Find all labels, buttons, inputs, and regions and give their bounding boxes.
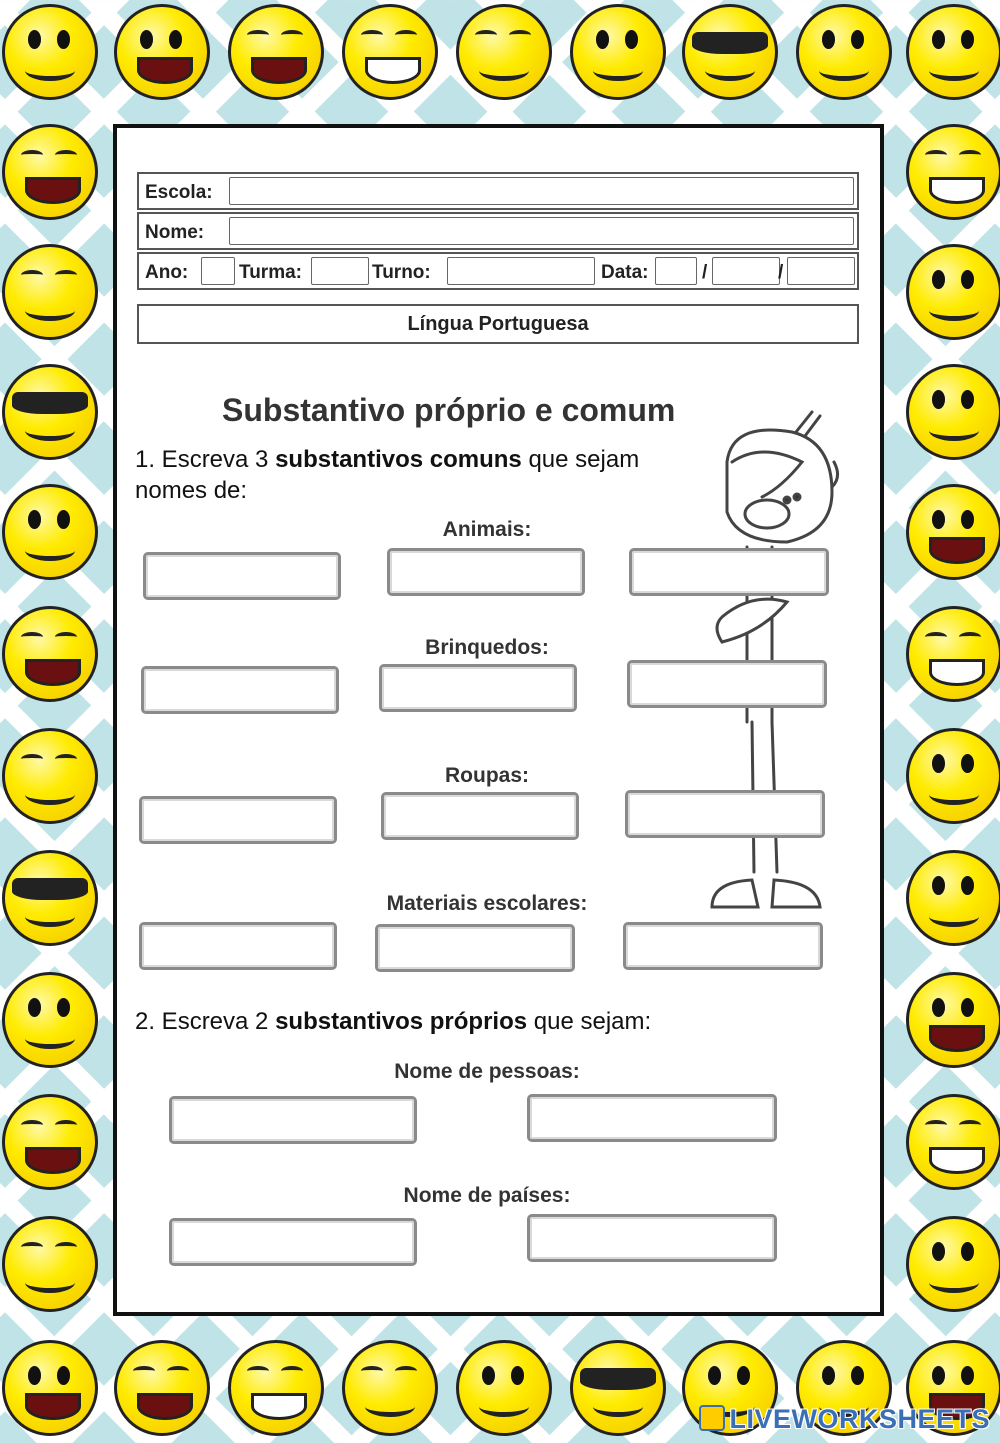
answer-box-roupas-3[interactable] bbox=[625, 790, 825, 838]
emoji-face-icon bbox=[456, 4, 552, 100]
emoji-face-icon bbox=[2, 1094, 98, 1190]
worksheet bbox=[113, 124, 884, 1316]
answer-box-animais-3[interactable] bbox=[629, 548, 829, 596]
ano-field[interactable] bbox=[201, 257, 235, 285]
date-year-field[interactable] bbox=[787, 257, 855, 285]
emoji-face-icon bbox=[682, 4, 778, 100]
date-sep: / bbox=[702, 262, 708, 283]
date-sep: / bbox=[778, 262, 784, 283]
category-roupas: Roupas: bbox=[445, 764, 529, 787]
emoji-face-icon bbox=[906, 244, 1000, 340]
turma-field[interactable] bbox=[311, 257, 369, 285]
emoji-face-icon bbox=[228, 4, 324, 100]
emoji-face-icon bbox=[570, 1340, 666, 1436]
emoji-face-icon bbox=[114, 4, 210, 100]
answer-box-animais-2[interactable] bbox=[387, 548, 585, 596]
emoji-face-icon bbox=[906, 850, 1000, 946]
q1-prefix: 1. Escreva 3 bbox=[135, 446, 276, 473]
date-day-field[interactable] bbox=[655, 257, 697, 285]
data-label: Data: bbox=[601, 262, 649, 283]
ano-label: Ano: bbox=[145, 262, 189, 283]
emoji-face-icon bbox=[114, 1340, 210, 1436]
category-brinquedos: Brinquedos: bbox=[425, 636, 549, 659]
watermark-text: LIVEWORKSHEETS bbox=[729, 1404, 990, 1434]
nome-field[interactable] bbox=[229, 217, 854, 245]
emoji-face-icon bbox=[906, 606, 1000, 702]
category-nome-pessoas: Nome de pessoas: bbox=[394, 1060, 580, 1083]
escola-row bbox=[137, 172, 859, 210]
question-1 bbox=[135, 444, 655, 506]
answer-box-materiais-2[interactable] bbox=[375, 924, 575, 972]
emoji-face-icon bbox=[456, 1340, 552, 1436]
emoji-face-icon bbox=[906, 728, 1000, 824]
emoji-face-icon bbox=[570, 4, 666, 100]
answer-box-paises-2[interactable] bbox=[527, 1214, 777, 1262]
q2-suffix: que sejam: bbox=[527, 1008, 652, 1035]
emoji-face-icon bbox=[906, 1094, 1000, 1190]
escola-field[interactable] bbox=[229, 177, 854, 205]
turno-label: Turno: bbox=[372, 262, 431, 283]
q2-bold: substantivos próprios bbox=[275, 1008, 528, 1035]
emoji-face-icon bbox=[2, 4, 98, 100]
answer-box-animais-1[interactable] bbox=[143, 552, 341, 600]
q2-prefix: 2. Escreva 2 bbox=[135, 1008, 276, 1035]
category-nome-paises: Nome de países: bbox=[403, 1184, 571, 1207]
nome-label: Nome: bbox=[145, 222, 205, 243]
answer-box-brinquedos-2[interactable] bbox=[379, 664, 577, 712]
answer-box-roupas-2[interactable] bbox=[381, 792, 579, 840]
emoji-face-icon bbox=[2, 364, 98, 460]
emoji-face-icon bbox=[906, 484, 1000, 580]
q1-bold: substantivos comuns bbox=[275, 446, 522, 473]
emoji-face-icon bbox=[228, 1340, 324, 1436]
page-title: Substantivo próprio e comum bbox=[222, 392, 676, 428]
emoji-face-icon bbox=[2, 1340, 98, 1436]
subject-banner: Língua Portuguesa bbox=[137, 304, 859, 344]
answer-box-paises-1[interactable] bbox=[169, 1218, 417, 1266]
emoji-face-icon bbox=[342, 4, 438, 100]
emoji-face-icon bbox=[796, 4, 892, 100]
emoji-face-icon bbox=[2, 484, 98, 580]
nome-row bbox=[137, 212, 859, 250]
liveworksheets-icon bbox=[699, 1405, 725, 1431]
answer-box-pessoas-2[interactable] bbox=[527, 1094, 777, 1142]
turma-label: Turma: bbox=[239, 262, 302, 283]
answer-box-brinquedos-1[interactable] bbox=[141, 666, 339, 714]
category-animais: Animais: bbox=[442, 518, 532, 541]
emoji-face-icon bbox=[2, 606, 98, 702]
escola-label: Escola: bbox=[145, 182, 213, 203]
emoji-face-icon bbox=[2, 124, 98, 220]
answer-box-brinquedos-3[interactable] bbox=[627, 660, 827, 708]
emoji-face-icon bbox=[2, 972, 98, 1068]
emoji-face-icon bbox=[2, 244, 98, 340]
answer-box-pessoas-1[interactable] bbox=[169, 1096, 417, 1144]
date-month-field[interactable] bbox=[712, 257, 780, 285]
turno-field[interactable] bbox=[447, 257, 595, 285]
emoji-face-icon bbox=[906, 124, 1000, 220]
q1-suffix: que sejam nomes de: bbox=[135, 446, 640, 504]
category-materiais: Materiais escolares: bbox=[386, 892, 588, 915]
emoji-face-icon bbox=[906, 4, 1000, 100]
answer-box-materiais-3[interactable] bbox=[623, 922, 823, 970]
emoji-face-icon bbox=[906, 1216, 1000, 1312]
emoji-face-icon bbox=[2, 728, 98, 824]
answer-box-materiais-1[interactable] bbox=[139, 922, 337, 970]
liveworksheets-logo bbox=[699, 1404, 990, 1435]
emoji-face-icon bbox=[342, 1340, 438, 1436]
answer-box-roupas-1[interactable] bbox=[139, 796, 337, 844]
emoji-face-icon bbox=[906, 972, 1000, 1068]
emoji-face-icon bbox=[2, 1216, 98, 1312]
info-row bbox=[137, 252, 859, 290]
emoji-face-icon bbox=[906, 364, 1000, 460]
question-2 bbox=[135, 1006, 835, 1037]
emoji-face-icon bbox=[2, 850, 98, 946]
